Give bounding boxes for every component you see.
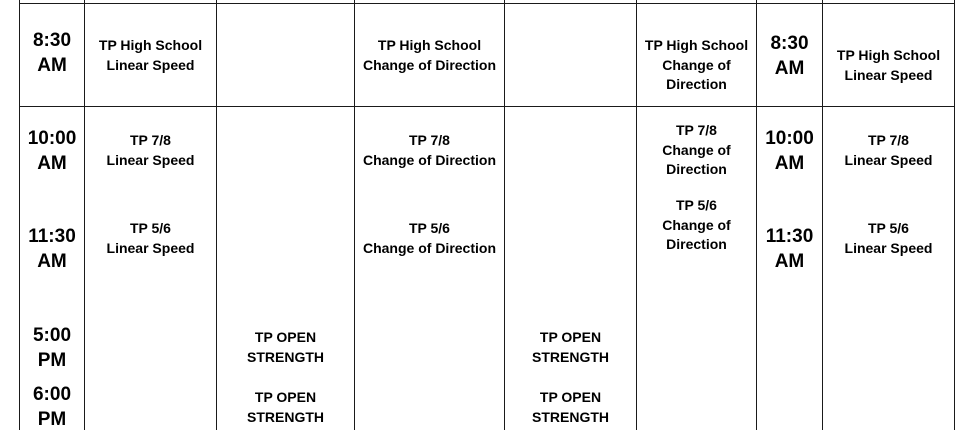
grid-line [954, 0, 955, 430]
grid-line [19, 3, 955, 4]
time-label: 10:00 AM [27, 128, 77, 174]
session-cell: TP High School Linear Speed [836, 47, 941, 83]
session-cell: TP High School Change of Direction [644, 37, 749, 93]
time-label: 11:30 AM [28, 226, 76, 272]
session-cell: TP 7/8 Change of Direction [362, 132, 496, 168]
time-label: 11:30 AM [765, 226, 814, 272]
time-label: 6:00 PM [32, 384, 72, 430]
grid-line [19, 106, 955, 107]
session-cell: TP OPEN STRENGTH [532, 329, 609, 365]
session-cell: TP 5/6 Change of Direction [362, 220, 496, 256]
session-cell: TP 5/6 Linear Speed [106, 220, 195, 256]
session-cell: TP OPEN STRENGTH [247, 329, 324, 365]
time-label: 8:30 AM [770, 33, 809, 79]
session-cell: TP 7/8 Linear Speed [844, 132, 933, 168]
session-cell: TP High School Linear Speed [98, 37, 203, 73]
session-cell: TP 5/6 Change of Direction [662, 197, 731, 253]
session-cell: TP OPEN STRENGTH [247, 389, 324, 425]
time-label: 10:00 AM [765, 128, 814, 174]
time-label: 8:30 AM [32, 30, 72, 76]
session-cell: TP 5/6 Linear Speed [844, 220, 933, 256]
session-cell: TP 7/8 Change of Direction [662, 122, 731, 178]
session-cell: TP High School Change of Direction [362, 37, 496, 73]
session-cell: TP 7/8 Linear Speed [106, 132, 195, 168]
session-cell: TP OPEN STRENGTH [532, 389, 609, 425]
time-label: 5:00 PM [32, 325, 72, 371]
